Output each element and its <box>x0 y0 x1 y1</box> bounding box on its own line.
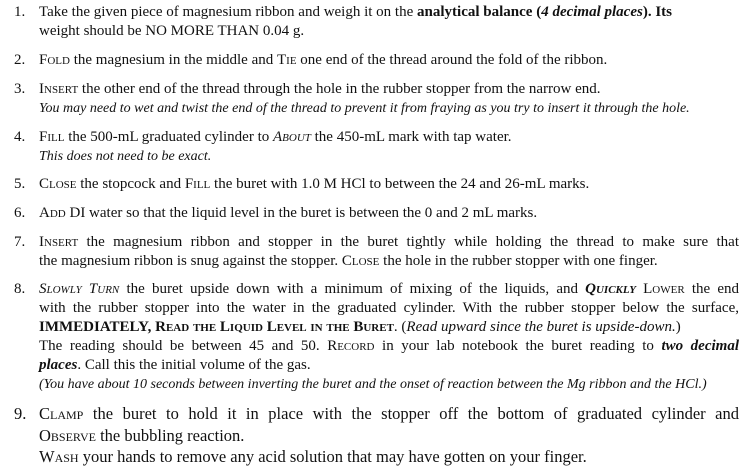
step-number: 6. <box>14 205 26 221</box>
step-text <box>39 280 739 394</box>
step-text <box>39 80 739 118</box>
step-number: 3. <box>14 81 26 97</box>
step-number: 7. <box>14 234 26 250</box>
step-line: the magnesium ribbon is snug against the stopper. Close the hole in the rubber stopper with one finger. <box>39 253 658 269</box>
step-line: Close the stopcock and Fill the buret with 1.0 M HCl to between the 24 and 26-mL marks. <box>39 176 590 192</box>
step-line: Fold the magnesium in the middle and Tie one end of the thread around the fold of the ribbon. <box>39 52 608 68</box>
step-line: Fill the 500-mL graduated cylinder to About the 450-mL mark with tap water. <box>39 129 512 145</box>
step-line: Insert the other end of the thread through the hole in the rubber stopper from the narrow end. <box>39 81 601 97</box>
step-line: Add DI water so that the liquid level in the buret is between the 0 and 2 mL marks. <box>39 205 538 221</box>
step-number: 9. <box>14 404 27 423</box>
step-line: with the rubber stopper into the water in the graduated cylinder. With the rubber stopper below the surface, <box>39 300 739 316</box>
step-line: Take the given piece of magnesium ribbon and weigh it on the analytical balance (4 decimal places). Its <box>39 4 672 20</box>
step-line: weight should be NO MORE THAN 0.04 g. <box>39 23 305 39</box>
step-note: You may need to wet and twist the end of the thread to prevent it from fraying as you try to insert it through the hole. <box>39 101 690 116</box>
step-text <box>39 3 739 41</box>
step-line: places. Call this the initial volume of the gas. <box>39 357 311 373</box>
step-line: Wash your hands to remove any acid solution that may have gotten on your finger. <box>39 447 587 466</box>
step-number: 4. <box>14 129 26 145</box>
step-line: Observe the bubbling reaction. <box>39 425 245 445</box>
step-text <box>39 204 739 223</box>
step-number: 1. <box>14 4 26 20</box>
step-text <box>39 128 739 166</box>
step-note: (You have about 10 seconds between inverting the buret and the onset of reaction between the Mg ribbon and the HCl.) <box>39 377 707 392</box>
step-number: 2. <box>14 52 26 68</box>
step-line: Insert the magnesium ribbon and stopper in the buret tightly while holding the thread to make sure that <box>39 234 739 250</box>
step-text <box>39 233 739 271</box>
step-text <box>39 175 739 194</box>
step-number: 8. <box>14 281 26 297</box>
step-line: Slowly Turn the buret upside down with a minimum of mixing of the liquids, and Quickly Lower the end <box>39 281 739 297</box>
step-line: The reading should be between 45 and 50. Record in your lab notebook the buret reading to two decimal <box>39 338 740 354</box>
step-line: Clamp the buret to hold it in place with the stopper off the bottom of graduated cylinder and <box>39 404 739 423</box>
step-note: This does not need to be exact. <box>39 149 212 164</box>
step-line: IMMEDIATELY, Read the Liquid Level in the Buret. (Read upward since the buret is upside-down.) <box>39 319 681 335</box>
step-text <box>39 51 739 70</box>
step-number: 5. <box>14 176 26 192</box>
step-text <box>39 403 739 468</box>
